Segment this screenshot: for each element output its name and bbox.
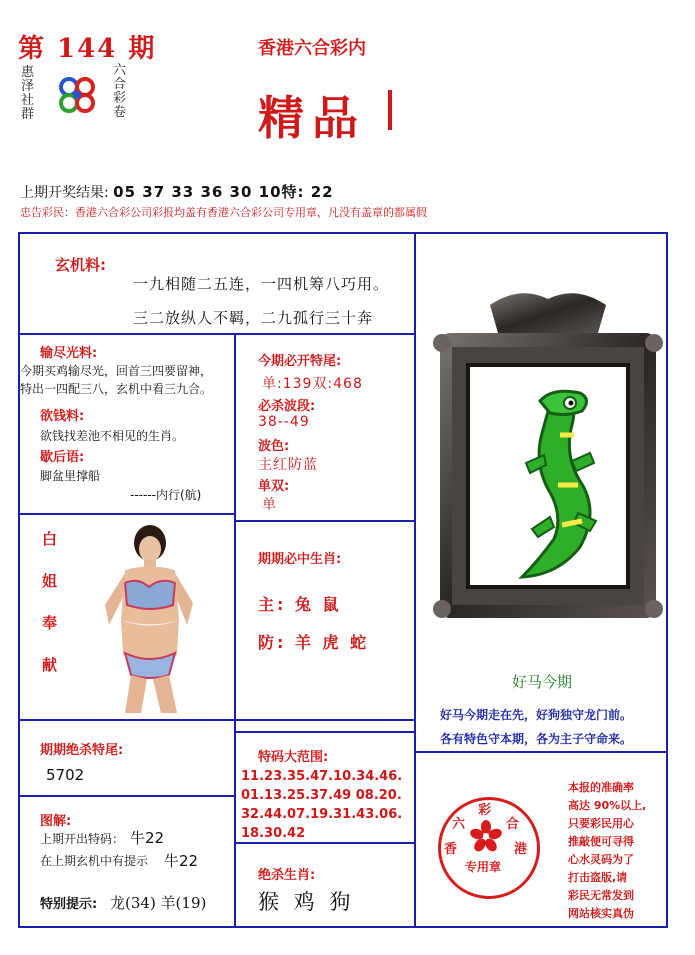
mystery-line-2: 三二放纵人不羁，二九孤行三十奔: [133, 309, 374, 327]
kill-zodiac-title: 绝杀生肖:: [258, 868, 316, 883]
kill-tail-title: 期期绝杀特尾:: [40, 743, 124, 758]
riddle-line-1-label: 上期开出特码：: [40, 832, 125, 846]
special-hint-value: 龙(34) 羊(19): [110, 894, 207, 912]
wide-range-title: 特码大范围:: [258, 750, 329, 765]
must-special-title: 今期必开特尾:: [258, 354, 342, 369]
rest-title: 歇后语:: [40, 450, 85, 465]
issue-number: 第 144 期: [18, 34, 157, 64]
vertical-char: 社: [21, 93, 35, 108]
vertical-char: 合: [113, 77, 127, 92]
notice-line: 推敲便可寻得: [568, 835, 634, 848]
money-title: 欲钱料:: [40, 409, 85, 424]
notice-line: 高达 90%以上,: [568, 799, 647, 812]
frame-inner-line: [234, 334, 236, 926]
divider: [18, 513, 236, 515]
odd-even-value: 单:139双:468: [262, 376, 363, 392]
divider: [18, 795, 236, 797]
stamp-char: 港: [514, 842, 528, 857]
vertical-char: 六: [113, 63, 127, 78]
zodiac-title: 期期必中生肖:: [258, 552, 342, 567]
rest-text: 脚盆里撑船: [40, 469, 101, 483]
color-value: 主红防蓝: [258, 457, 318, 473]
girl-char: 姐: [42, 572, 58, 590]
money-text: 欲钱找差池不相见的生肖。: [40, 429, 185, 443]
accuracy-notice: [568, 779, 646, 923]
girl-char: 献: [42, 656, 58, 674]
stamp-char: 香: [444, 842, 458, 857]
divider: [414, 751, 668, 753]
divider: [234, 520, 416, 522]
lost-title: 输尽光料:: [40, 346, 98, 361]
main-title: 精品: [258, 91, 366, 145]
divider: [18, 333, 416, 335]
divider: [18, 719, 416, 721]
horse-line-2: 各有特色守本期，各为主子守命来。: [440, 732, 633, 746]
mystery-title: 玄机料:: [55, 256, 106, 274]
results-numbers: 05 37 33 36 30 10特: 22: [113, 183, 334, 201]
special-hint-label: 特别提示:: [40, 897, 98, 912]
wide-range-block: [241, 767, 402, 843]
frame-top-line: [18, 232, 668, 234]
lottery-logo-icon: [56, 74, 98, 116]
stamp-char: 合: [506, 817, 520, 832]
wide-range-row: 11.23.35.47.10.34.46.: [241, 769, 403, 784]
notice-line: 彩民无常发到: [568, 889, 634, 902]
vertical-char: 彩: [113, 91, 127, 106]
kill-tail-value: 5702: [46, 766, 85, 784]
model-photo: [95, 525, 200, 713]
color-title: 波色:: [258, 439, 290, 454]
riddle-line-2-label: 在上期玄机中有提示: [40, 854, 149, 868]
girl-char: 白: [42, 530, 58, 548]
zodiac-guard: 防: 羊 虎 蛇: [258, 633, 370, 652]
wide-range-row: 01.13.25.37.49 08.20.: [241, 788, 402, 803]
notice-line: 心水灵码为了: [568, 853, 634, 866]
frame-left-line: [18, 232, 20, 928]
vertical-char: 卷: [113, 105, 127, 120]
lost-line-2: 特出一四配三八，玄机中看三九合。: [20, 382, 213, 396]
horse-line-1: 好马今期走在先，好狗独守龙门前。: [440, 708, 633, 722]
lost-line-1: 今期买鸡输尽光，回首三四要留神，: [20, 364, 213, 378]
wave-value: 38--49: [258, 414, 310, 430]
vertical-char: 群: [21, 107, 35, 122]
stamp-char: 彩: [478, 803, 492, 818]
rest-author: ------内行(航): [130, 488, 202, 502]
wide-range-row: 32.44.07.19.31.43.06.: [241, 807, 403, 822]
kill-zodiac-value: 猴 鸡 狗: [258, 890, 355, 914]
frame-center-line: [414, 232, 416, 928]
vertical-char: 惠: [21, 65, 35, 80]
stamp-char: 六: [452, 817, 466, 832]
ornate-frame-image: [430, 285, 666, 625]
warning-notice: 忠告彩民：香港六合彩公司彩报均盖有香港六合彩公司专用章，凡没有盖章的都属假: [20, 206, 427, 219]
notice-line: 网站核实真伪: [568, 907, 634, 920]
horse-title: 好马今期: [512, 673, 573, 691]
bauhinia-icon: [470, 820, 502, 852]
title-cut-glyph: [388, 90, 392, 130]
frame-right-line: [666, 232, 668, 928]
notice-line: 打击盗版,请: [568, 871, 628, 884]
previous-results: [20, 181, 334, 202]
notice-line: 只要彩民用心: [568, 817, 634, 830]
riddle-title: 图解:: [40, 814, 72, 829]
riddle-line-2-value: 牛22: [164, 852, 199, 870]
stamp-bottom: 专用章: [465, 860, 502, 874]
single-double-value: 单: [262, 497, 277, 513]
single-double-title: 单双:: [258, 479, 290, 494]
results-label: 上期开奖结果:: [20, 185, 109, 201]
mystery-line-1: 一九相随二五连，一四机筹八巧用。: [133, 275, 390, 293]
publication-title: 香港六合彩内: [258, 38, 366, 59]
girl-char: 奉: [42, 614, 58, 632]
frame-bottom-line: [18, 926, 668, 928]
divider: [234, 731, 416, 733]
wide-range-row: 18.30.42: [241, 826, 306, 841]
wave-title: 必杀波段:: [258, 399, 316, 414]
zodiac-main: 主: 兔 鼠: [258, 595, 342, 614]
vertical-char: 泽: [21, 79, 35, 94]
riddle-line-1-value: 牛22: [130, 829, 165, 847]
notice-line: 本报的准确率: [568, 781, 634, 794]
